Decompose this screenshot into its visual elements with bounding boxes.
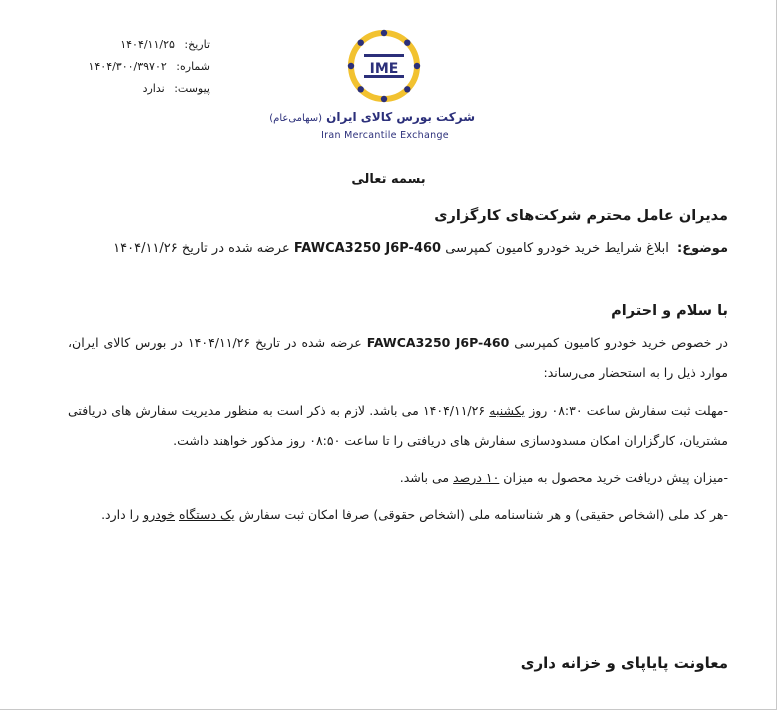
item2-text-2: می باشد.	[399, 470, 450, 485]
item3-text-2: را دارد.	[101, 507, 140, 522]
item1-text-2: ۱۴۰۴/۱۱/۲۶ می باشد. لازم به ذکر است به منظور مدیریت سفارش های دریافتی مشتریان، کارگزاران امکان مسدودسازی سفارش های دریافتی را تا ساعت ۰۸:۵۰ روز مذکور خواهند داشت.	[68, 403, 728, 448]
meta-attachment	[92, 78, 210, 100]
logo-name-fa	[269, 110, 475, 124]
meta-attachment-value: ندارد	[142, 82, 165, 95]
item1-underline: یکشنبه	[489, 403, 526, 418]
logo-name-fa-main: شرکت بورس کالای ایران	[326, 110, 475, 124]
item-deadline	[68, 396, 728, 456]
letter-meta	[88, 34, 210, 100]
company-logo	[269, 28, 475, 146]
item2-underline: ۱۰ درصد	[453, 470, 500, 485]
intro-text-2: عرضه شده در تاریخ ۱۴۰۴/۱۱/۲۶ در بورس کالای ایران، موارد ذیل را به استحضار می‌رساند:	[68, 335, 728, 380]
subject-text-2: عرضه شده در تاریخ ۱۴۰۴/۱۱/۲۶	[113, 241, 290, 256]
item-prepayment	[68, 463, 728, 493]
meta-number-value: ۱۴۰۴/۳۰۰/۳۹۷۰۲	[88, 60, 167, 73]
subject-label: موضوع:	[677, 241, 728, 256]
item3-underline-1: یک دستگاه	[178, 507, 235, 522]
intro-paragraph	[68, 328, 728, 388]
meta-date-label: تاریخ:	[184, 38, 210, 51]
ime-logo-icon	[346, 28, 422, 104]
logo-name-fa-suffix: (سهامی‌عام)	[269, 113, 322, 124]
intro-text-1: در خصوص خرید خودرو کامیون کمپرسی	[514, 335, 728, 350]
item-order-limit	[68, 500, 728, 530]
item1-text-1: -مهلت ثبت سفارش ساعت ۰۸:۳۰ روز	[529, 403, 729, 418]
subject-model: FAWCA3250 J6P-460	[293, 241, 442, 256]
subject-text-1: ابلاغ شرایط خرید خودرو کامیون کمپرسی	[445, 241, 669, 256]
meta-number-label: شماره:	[176, 60, 210, 73]
meta-date-value: ۱۴۰۴/۱۱/۲۵	[120, 38, 175, 51]
logo-mark-text: IME	[369, 61, 399, 77]
meta-date	[92, 34, 210, 56]
subject-line	[113, 241, 728, 256]
meta-number	[88, 56, 210, 78]
item3-text-1: -هر کد ملی (اشخاص حقیقی) و هر شناسنامه ملی (اشخاص حقوقی) صرفا امکان ثبت سفارش	[238, 507, 728, 522]
meta-attachment-label: پیوست:	[174, 82, 210, 95]
bismillah: بسمه تعالی	[351, 172, 426, 187]
item3-underline-2: خودرو	[143, 507, 175, 522]
salutation: با سلام و احترام	[611, 303, 728, 319]
intro-model: FAWCA3250 J6P-460	[366, 335, 510, 350]
logo-name-en: Iran Mercantile Exchange	[321, 130, 449, 141]
item2-text-1: -میزان پیش دریافت خرید محصول به میزان	[503, 470, 728, 485]
signoff: معاونت پایاپای و خزانه داری	[520, 654, 728, 672]
addressee: مدیران عامل محترم شرکت‌های کارگزاری	[434, 208, 728, 224]
